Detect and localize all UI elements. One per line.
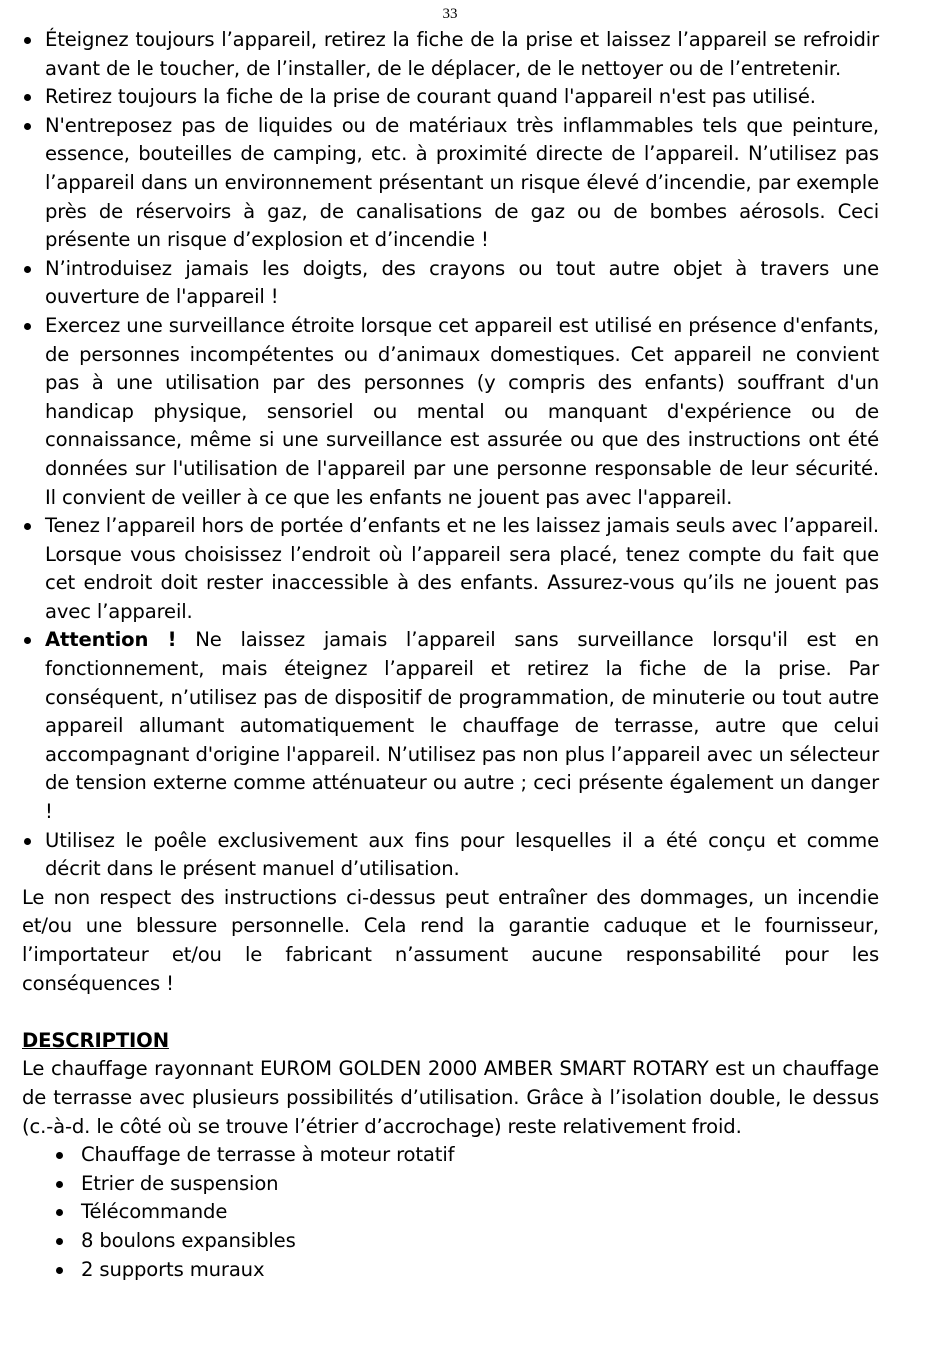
warning-paragraph: Le non respect des instructions ci-dessus peut entraîner des dommages, un incendie et/ou une blessure personnelle. Cela rend la garantie caduque et le fournisseur, l’importateur et/ou le fabricant n’assument aucune responsabilité pour les conséquences ! [22,885,879,995]
safety-item [22,827,879,884]
safety-item [22,112,879,255]
safety-item [22,312,879,512]
safety-instructions-list [22,26,879,884]
safety-item-text: N'entreposez pas de liquides ou de matériaux très inflammables tels que peinture, essence, bouteilles de camping, etc. à proximité directe de l’appareil. N’utilisez pas l’appareil dans un environnement présentant un risque élevé d’incendie, par exemple près de réservoirs à gaz, de canalisations de gaz ou de bombes aérosols. Ceci présente un risque d’explosion et d’incendie ! [45,113,879,252]
component-item: Télécommande [22,1198,879,1227]
safety-item [22,255,879,312]
safety-item-text: Retirez toujours la fiche de la prise de courant quand l'appareil n'est pas utilisé. [45,85,816,109]
safety-item [22,512,879,626]
safety-item-text: Utilisez le poêle exclusivement aux fins pour lesquelles il a été conçu et comme décrit dans le présent manuel d’utilisation. [45,828,879,881]
safety-item-attention [22,626,879,826]
components-list [22,1141,879,1284]
safety-item [22,26,879,83]
attention-label: Attention ! [45,628,177,652]
component-item: Chauffage de terrasse à moteur rotatif [22,1141,879,1170]
safety-item-text: Ne laissez jamais l’appareil sans surveillance lorsqu'il est en fonctionnement, mais éteignez l’appareil et retirez la fiche de la prise. Par conséquent, n’utilisez pas de dispositif de programmation, de minuterie ou tout autre appareil allumant automatiquement le chauffage de terrasse, autre que celui accompagnant d'origine l'appareil. N’utilisez pas non plus l’appareil avec un sélecteur de tension externe comme atténuateur ou autre ; ceci présente également un danger ! [45,628,879,824]
component-item: 2 supports muraux [22,1256,879,1285]
page-number: 33 [442,6,458,22]
safety-item-text: N’introduisez jamais les doigts, des crayons ou tout autre objet à travers une ouverture de l'appareil ! [45,256,879,309]
safety-item-text: Exercez une surveillance étroite lorsque cet appareil est utilisé en présence d'enfants, de personnes incompétentes ou d’animaux domestiques. Cet appareil ne convient pas à une utilisation par des personnes (y compris des enfants) souffrant d'un handicap physique, sensoriel ou mental ou manquant d'expérience ou de connaissance, même si une surveillance est assurée ou que des instructions ont été données sur l'utilisation de l'appareil par une personne responsable de leur sécurité. Il convient de veiller à ce que les enfants ne jouent pas avec l'appareil. [45,313,879,509]
page-content [22,26,879,1284]
component-item: 8 boulons expansibles [22,1227,879,1256]
description-heading: DESCRIPTION [22,1028,169,1052]
safety-item-text: Tenez l’appareil hors de portée d’enfants et ne les laissez jamais seuls avec l’appareil. Lorsque vous choisissez l’endroit où l’appareil sera placé, tenez compte du fait que cet endroit doit rester inaccessible à des enfants. Assurez-vous qu’ils ne jouent pas avec l’appareil. [45,514,879,623]
component-item: Etrier de suspension [22,1170,879,1199]
safety-item-text: Éteignez toujours l’appareil, retirez la fiche de la prise et laissez l’appareil se refroidir avant de le toucher, de l’installer, de le déplacer, de le nettoyer ou de l’entretenir. [45,28,879,80]
section-spacer [22,998,879,1027]
description-paragraph: Le chauffage rayonnant EUROM GOLDEN 2000 AMBER SMART ROTARY est un chauffage de terrasse avec plusieurs possibilités d’utilisation. Grâce à l’isolation double, le dessus (c.-à-d. le côté où se trouve l’étrier d’accrochage) reste relativement froid. [22,1057,879,1138]
safety-item [22,83,879,112]
